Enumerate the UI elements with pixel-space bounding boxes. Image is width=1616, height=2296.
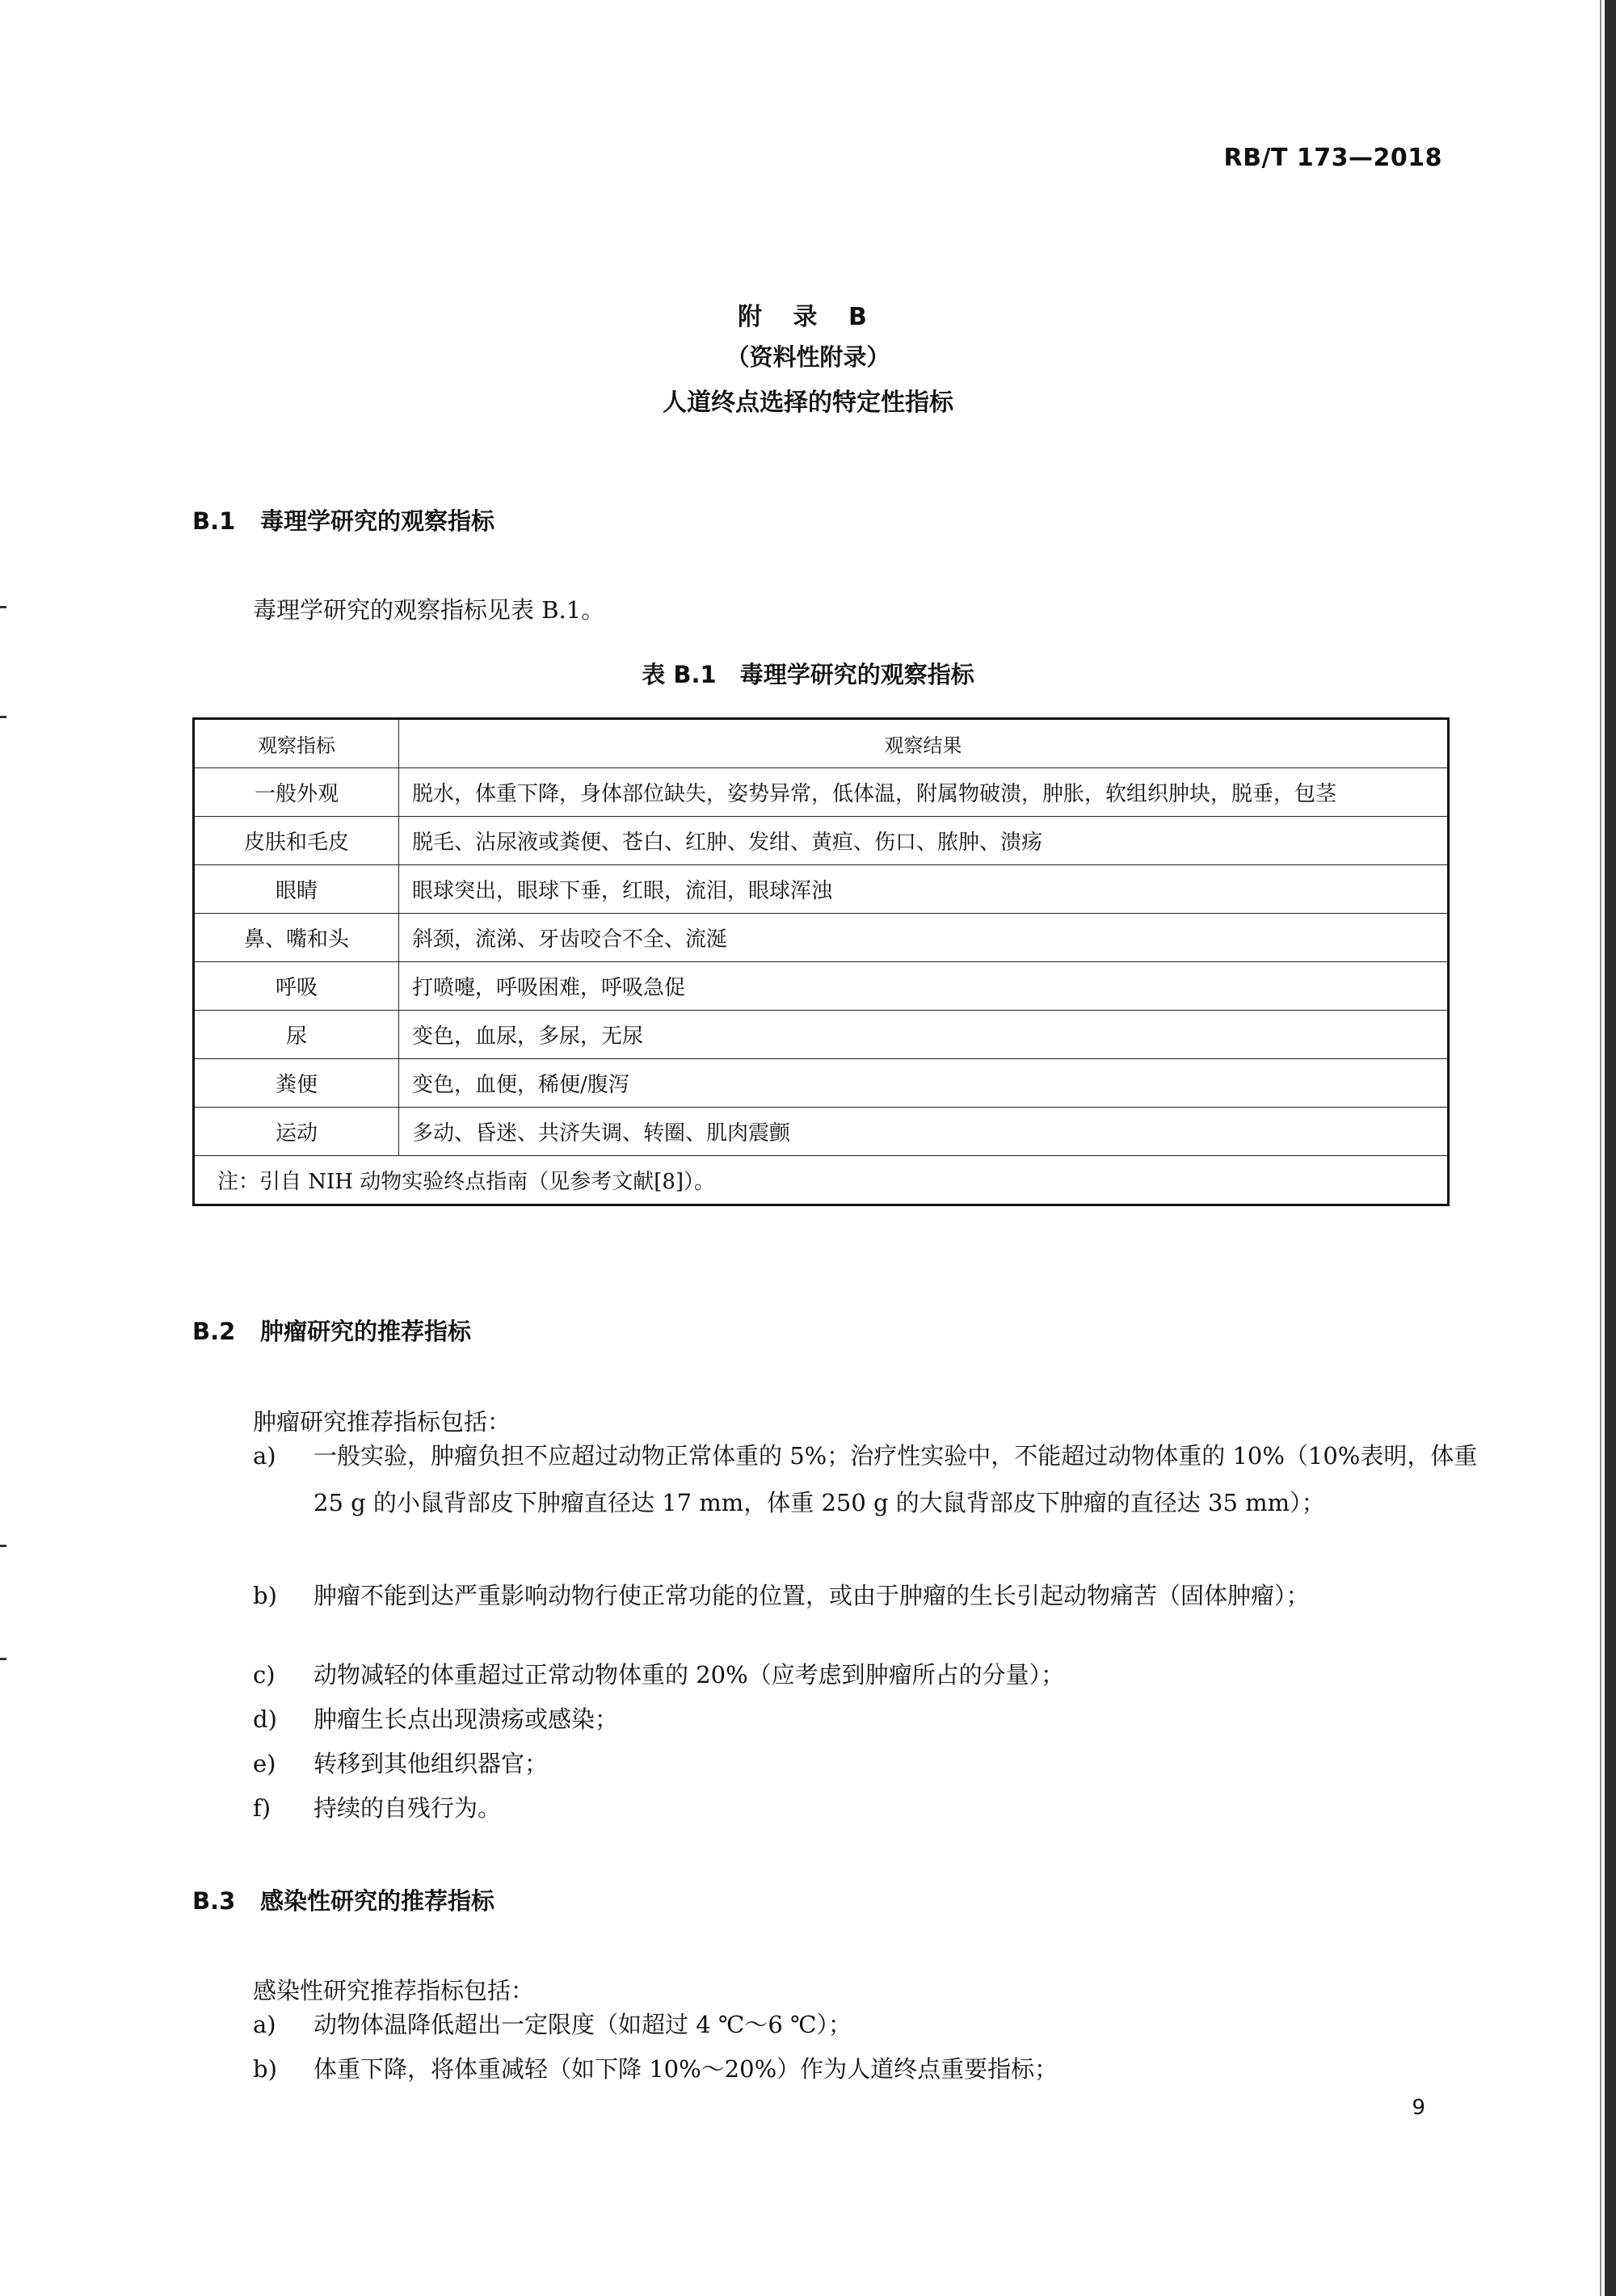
result-cell: 打喷嚏，呼吸困难，呼吸急促 <box>399 962 1449 1011</box>
margin-mark <box>0 1545 6 1547</box>
section-number: B.2 <box>192 1318 236 1345</box>
indicator-cell: 呼吸 <box>194 962 399 1011</box>
section-b1-intro: 毒理学研究的观察指标见表 B.1。 <box>253 596 605 624</box>
list-item-tag: d) <box>253 1705 277 1733</box>
list-item-tag: a) <box>253 1442 276 1470</box>
indicator-cell: 鼻、嘴和头 <box>194 914 399 962</box>
list-item-text: 一般实验，肿瘤负担不应超过动物正常体重的 5%；治疗性实验中，不能超过动物体重的 10%（10%表明，体重 25 g 的小鼠背部皮下肿瘤直径达 17 mm，体重 250 g 的大鼠背部皮下肿瘤的直径达 35 mm）； <box>314 1442 1478 1516</box>
indicator-cell: 皮肤和毛皮 <box>194 817 399 865</box>
column-header: 观察结果 <box>399 719 1449 768</box>
list-item-tag: c) <box>253 1661 276 1688</box>
list-item-text: 动物减轻的体重超过正常动物体重的 20%（应考虑到肿瘤所占的分量）； <box>314 1661 1065 1688</box>
annex-title: 附 录 B <box>738 303 878 331</box>
table-header-row <box>194 719 1449 768</box>
section-b3-intro: 感染性研究推荐指标包括： <box>253 1977 535 2004</box>
column-header: 观察指标 <box>194 719 399 768</box>
result-cell: 变色，血便，稀便/腹泻 <box>399 1059 1449 1108</box>
indicator-cell: 粪便 <box>194 1059 399 1108</box>
section-number: B.1 <box>192 507 236 535</box>
section-title: 肿瘤研究的推荐指标 <box>260 1318 472 1345</box>
margin-mark <box>0 606 6 608</box>
table-row <box>194 865 1449 914</box>
result-cell: 多动、昏迷、共济失调、转圈、肌肉震颤 <box>399 1108 1449 1156</box>
table-row <box>194 1011 1449 1059</box>
table-row <box>194 768 1449 817</box>
section-b1-heading <box>192 503 494 536</box>
result-cell: 脱毛、沾尿液或粪便、苍白、红肿、发绀、黄疸、伤口、脓肿、溃疡 <box>399 817 1449 865</box>
table-row <box>194 817 1449 865</box>
section-b2-heading <box>192 1314 471 1347</box>
table-row <box>194 1059 1449 1108</box>
annex-name: 人道终点选择的特定性指标 <box>663 389 953 417</box>
result-cell: 眼球突出，眼球下垂，红眼，流泪，眼球浑浊 <box>399 865 1449 914</box>
observation-table <box>192 717 1450 1206</box>
list-item-tag: b) <box>253 2055 277 2083</box>
table-row <box>194 914 1449 962</box>
indicator-cell: 一般外观 <box>194 768 399 817</box>
list-item-text: 肿瘤不能到达严重影响动物行使正常功能的位置，或由于肿瘤的生长引起动物痛苦（固体肿瘤）； <box>314 1582 1310 1609</box>
list-item-text: 肿瘤生长点出现溃疡或感染； <box>314 1705 619 1733</box>
table-note-row <box>194 1156 1449 1205</box>
page-number: 9 <box>1412 2096 1425 2120</box>
margin-mark <box>0 716 6 718</box>
section-b2-intro: 肿瘤研究推荐指标包括： <box>253 1408 511 1436</box>
section-b3-heading <box>192 1883 494 1916</box>
list-item-text: 体重下降，将体重减轻（如下降 10%～20%）作为人道终点重要指标； <box>314 2055 1058 2083</box>
list-item-text: 持续的自残行为。 <box>314 1794 502 1822</box>
indicator-cell: 尿 <box>194 1011 399 1059</box>
list-item-tag: b) <box>253 1582 277 1609</box>
list-item-text: 转移到其他组织器官； <box>314 1750 549 1777</box>
result-cell: 变色，血尿，多尿，无尿 <box>399 1011 1449 1059</box>
annex-subtitle: （资料性附录） <box>726 343 890 371</box>
table-row <box>194 962 1449 1011</box>
result-cell: 脱水，体重下降，身体部位缺失，姿势异常，低体温，附属物破溃，肿胀，软组织肿块，脱垂，包茎 <box>399 768 1449 817</box>
list-item-tag: e) <box>253 1750 276 1777</box>
section-number: B.3 <box>192 1887 236 1915</box>
list-item-tag: f) <box>253 1794 271 1822</box>
indicator-cell: 眼睛 <box>194 865 399 914</box>
section-title: 毒理学研究的观察指标 <box>260 507 495 535</box>
document-number: RB/T 173—2018 <box>1223 144 1442 172</box>
table-note: 注：引自 NIH 动物实验终点指南（见参考文献[8]）。 <box>194 1156 1449 1205</box>
indicator-cell: 运动 <box>194 1108 399 1156</box>
table-caption: 表 B.1 毒理学研究的观察指标 <box>642 661 974 688</box>
list-item-text: 动物体温降低超出一定限度（如超过 4 ℃～6 ℃）； <box>314 2011 852 2038</box>
margin-mark <box>0 1658 6 1660</box>
list-item-tag: a) <box>253 2011 276 2038</box>
result-cell: 斜颈，流涕、牙齿咬合不全、流涎 <box>399 914 1449 962</box>
section-title: 感染性研究的推荐指标 <box>260 1887 495 1915</box>
table-row <box>194 1108 1449 1156</box>
